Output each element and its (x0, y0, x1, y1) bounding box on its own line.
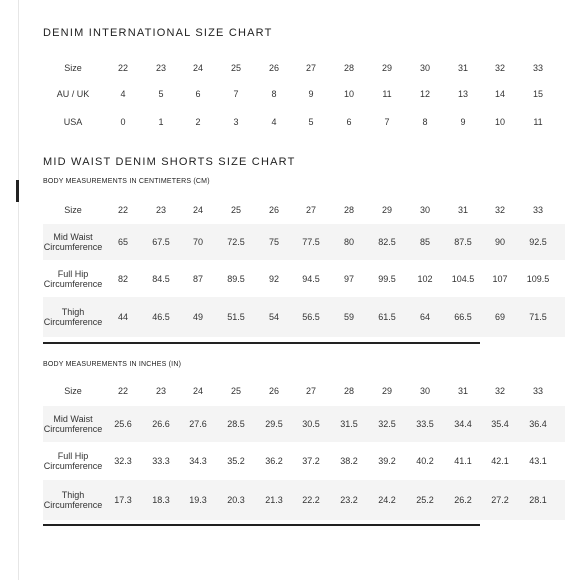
table-cell: 64 (419, 312, 430, 322)
table-cell: 59 (343, 312, 354, 322)
table-row (43, 442, 565, 480)
row-label: Size (64, 205, 82, 215)
table-cell: 34.3 (189, 456, 207, 466)
table-cell: 67.5 (152, 237, 170, 247)
table-cell: 42.1 (491, 456, 509, 466)
table-row (43, 59, 565, 77)
table-cell: 33.3 (152, 456, 170, 466)
table-cell: 44 (117, 312, 128, 322)
table-cell: 19.3 (189, 495, 207, 505)
table-cell: 23 (155, 63, 166, 73)
table-cell: 43.1 (529, 456, 547, 466)
table-cell: 20.3 (227, 495, 245, 505)
table-cell: 104.5 (451, 273, 475, 284)
table-cell: 30 (419, 386, 430, 396)
in-table-bottom-rule (43, 524, 480, 526)
table-cell: 11 (382, 89, 392, 99)
table-cell: 49 (192, 312, 203, 322)
table-cell: 32 (494, 386, 505, 396)
table-cell: 4 (271, 117, 277, 127)
in-subtitle: BODY MEASUREMENTS IN INCHES (IN) (43, 361, 182, 368)
table-cell: 33 (532, 205, 543, 215)
table-cell: 85 (419, 237, 430, 247)
table-cell: 36.2 (265, 456, 283, 466)
table-row (43, 297, 565, 337)
mid-chart-title: MID WAIST DENIM SHORTS SIZE CHART (43, 156, 296, 168)
table-cell: 84.5 (152, 273, 170, 284)
table-cell: 72.5 (227, 237, 245, 247)
table-cell: 31 (457, 386, 468, 396)
table-row (43, 193, 565, 227)
row-label: Size (64, 386, 82, 396)
table-cell: 46.5 (152, 312, 170, 322)
table-cell: 90 (494, 237, 505, 247)
table-cell: 25 (230, 386, 241, 396)
table-cell: 27.6 (189, 419, 207, 429)
table-cell: 24 (192, 386, 203, 396)
table-cell: 31.5 (340, 419, 358, 429)
table-cell: 11 (533, 117, 543, 127)
table-cell: 39.2 (378, 456, 396, 466)
table-cell: 32.5 (378, 419, 396, 429)
table-cell: 6 (346, 117, 352, 127)
row-label: Thigh Circumference (43, 490, 103, 510)
table-cell: 33 (532, 386, 543, 396)
table-cell: 33.5 (416, 419, 434, 429)
table-cell: 35.4 (491, 419, 509, 429)
table-cell: 9 (460, 117, 466, 127)
table-cell: 35.2 (227, 456, 245, 466)
table-cell: 33 (532, 63, 543, 73)
table-cell: 0 (120, 117, 126, 127)
table-cell: 24 (192, 205, 203, 215)
table-row (43, 85, 565, 103)
table-cell: 22.2 (302, 495, 320, 505)
table-cell: 94.5 (302, 273, 320, 284)
table-cell: 32 (494, 205, 505, 215)
row-label: Thigh Circumference (43, 307, 103, 327)
table-cell: 25 (230, 205, 241, 215)
table-row (43, 480, 565, 520)
table-cell: 12 (419, 89, 430, 99)
table-cell: 71.5 (529, 312, 547, 322)
row-label: Mid Waist Circumference (43, 232, 103, 252)
table-cell: 15 (532, 89, 543, 99)
row-label: Full Hip Circumference (43, 268, 103, 289)
table-cell: 26 (268, 386, 279, 396)
table-cell: 69 (494, 312, 505, 322)
table-cell: 26 (268, 205, 279, 215)
table-row (43, 260, 565, 297)
table-cell: 109.5 (526, 273, 550, 284)
table-cell: 27 (305, 205, 316, 215)
table-cell: 2 (195, 117, 201, 127)
table-cell: 92.5 (529, 237, 547, 247)
table-cell: 10 (343, 89, 354, 99)
row-label: USA (63, 117, 83, 127)
row-label: Full Hip Circumference (43, 451, 103, 471)
cm-subtitle: BODY MEASUREMENTS IN CENTIMETERS (CM) (43, 178, 210, 185)
page-edge-line (18, 0, 19, 580)
table-row (43, 224, 565, 260)
table-cell: 26.2 (454, 495, 472, 505)
table-cell: 38.2 (340, 456, 358, 466)
table-cell: 29 (381, 386, 392, 396)
table-cell: 13 (457, 89, 468, 99)
table-cell: 6 (195, 89, 201, 99)
table-cell: 29 (381, 205, 392, 215)
table-row (43, 376, 565, 406)
table-cell: 8 (271, 89, 277, 99)
table-cell: 34.4 (454, 419, 472, 429)
table-row (43, 406, 565, 442)
table-cell: 26 (268, 63, 279, 73)
table-cell: 28.5 (227, 419, 245, 429)
table-cell: 41.1 (454, 456, 472, 466)
table-cell: 9 (308, 89, 314, 99)
table-cell: 23 (155, 386, 166, 396)
table-cell: 70 (192, 237, 203, 247)
table-cell: 25.2 (416, 495, 434, 505)
table-cell: 54 (268, 312, 279, 322)
table-cell: 37.2 (302, 456, 320, 466)
table-cell: 7 (384, 117, 390, 127)
table-cell: 82.5 (378, 237, 396, 247)
table-cell: 92 (268, 273, 279, 284)
table-cell: 23 (155, 205, 166, 215)
table-cell: 30.5 (302, 419, 320, 429)
table-cell: 10 (494, 117, 505, 127)
table-cell: 80 (343, 237, 354, 247)
table-cell: 23.2 (340, 495, 358, 505)
table-cell: 75 (268, 237, 279, 247)
table-cell: 22 (117, 386, 128, 396)
table-cell: 21.3 (265, 495, 283, 505)
cm-table-bottom-rule (43, 342, 480, 344)
table-cell: 30 (419, 205, 430, 215)
table-cell: 51.5 (227, 312, 245, 322)
table-cell: 18.3 (152, 495, 170, 505)
table-cell: 27 (305, 386, 316, 396)
table-cell: 29 (381, 63, 392, 73)
table-row (43, 113, 565, 131)
table-cell: 32 (494, 63, 505, 73)
table-cell: 61.5 (378, 312, 396, 322)
table-cell: 40.2 (416, 456, 434, 466)
page-edge-mark (16, 180, 19, 202)
table-cell: 89.5 (227, 273, 245, 284)
table-cell: 31 (457, 205, 468, 215)
row-label: Size (64, 63, 82, 73)
table-cell: 82 (117, 273, 128, 284)
table-cell: 31 (457, 63, 468, 73)
row-label: Mid Waist Circumference (43, 414, 103, 434)
table-cell: 22 (117, 205, 128, 215)
table-cell: 17.3 (114, 495, 132, 505)
intl-chart-title: DENIM INTERNATIONAL SIZE CHART (43, 27, 273, 39)
table-cell: 87 (192, 273, 203, 284)
table-cell: 24.2 (378, 495, 396, 505)
table-cell: 5 (158, 89, 164, 99)
table-cell: 29.5 (265, 419, 283, 429)
table-cell: 25 (230, 63, 241, 73)
table-cell: 28.1 (529, 495, 547, 505)
table-cell: 77.5 (302, 237, 320, 247)
table-cell: 36.4 (529, 419, 547, 429)
table-cell: 1 (158, 117, 164, 127)
table-cell: 56.5 (302, 312, 320, 322)
table-cell: 65 (117, 237, 128, 247)
table-cell: 97 (343, 273, 354, 284)
row-label: AU / UK (56, 89, 90, 99)
table-cell: 25.6 (114, 419, 132, 429)
table-cell: 8 (422, 117, 428, 127)
table-cell: 4 (120, 89, 126, 99)
table-cell: 27.2 (491, 495, 509, 505)
table-cell: 99.5 (378, 273, 396, 284)
table-cell: 87.5 (454, 237, 472, 247)
table-cell: 32.3 (114, 456, 132, 466)
table-cell: 27 (305, 63, 316, 73)
table-cell: 14 (494, 89, 505, 99)
table-cell: 107 (492, 273, 508, 284)
table-cell: 26.6 (152, 419, 170, 429)
table-cell: 28 (343, 205, 354, 215)
table-cell: 22 (117, 63, 128, 73)
table-cell: 66.5 (454, 312, 472, 322)
table-cell: 24 (192, 63, 203, 73)
table-cell: 28 (343, 386, 354, 396)
table-cell: 5 (308, 117, 314, 127)
table-cell: 3 (233, 117, 239, 127)
table-cell: 7 (233, 89, 239, 99)
table-cell: 102 (417, 273, 433, 284)
table-cell: 28 (343, 63, 354, 73)
table-cell: 30 (419, 63, 430, 73)
